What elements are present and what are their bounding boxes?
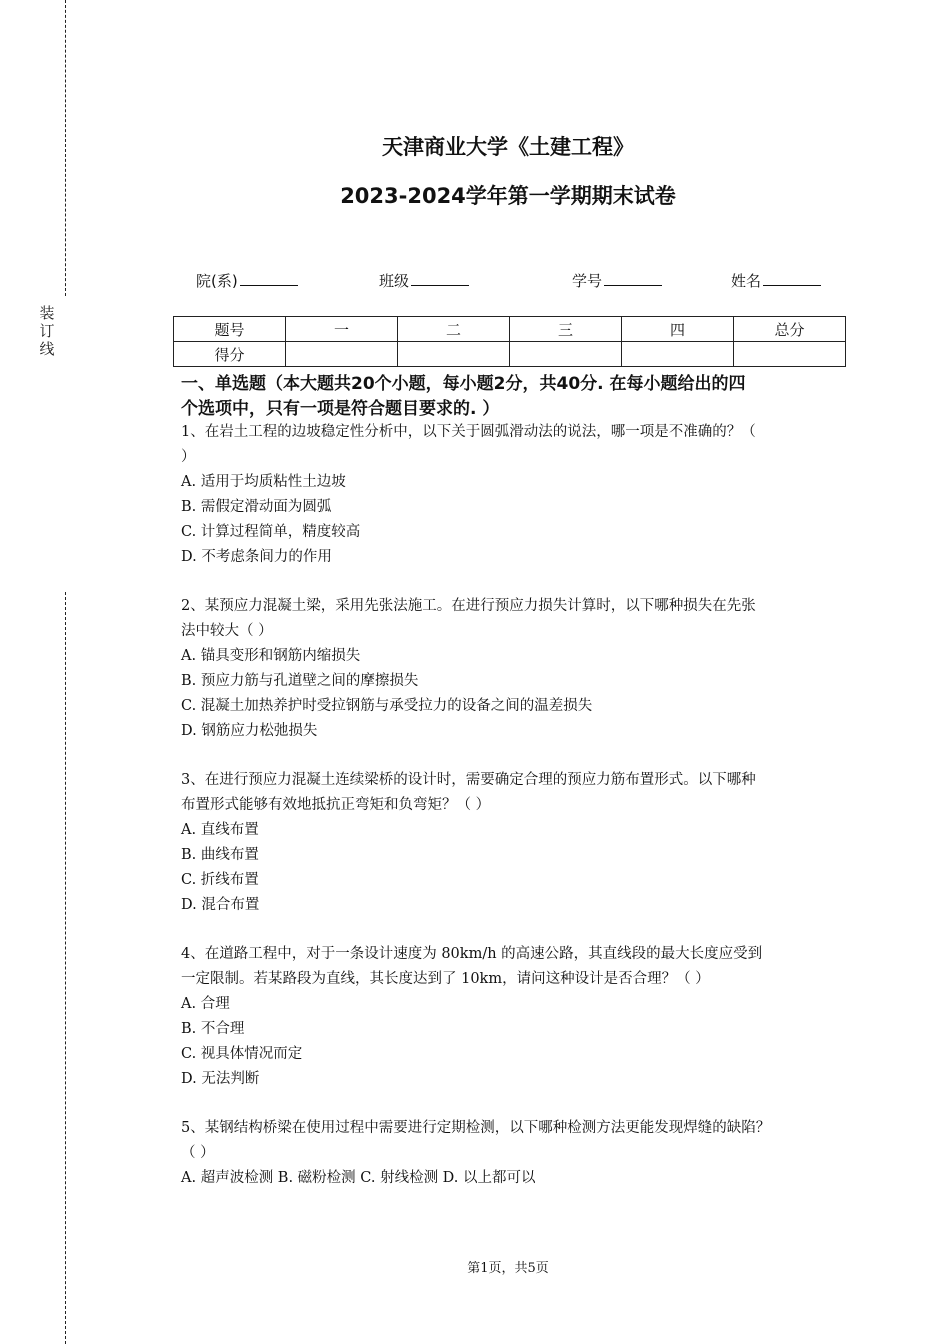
- question-stem-line: 4、在道路工程中，对于一条设计速度为 80km/h 的高速公路，其直线段的最大长度应受到: [181, 946, 763, 962]
- option-a[interactable]: A. 直线布置: [181, 822, 259, 838]
- college-label: 院(系): [196, 272, 238, 290]
- option-d[interactable]: D. 钢筋应力松弛损失: [181, 723, 318, 739]
- score-cell: 三: [510, 317, 622, 342]
- page-footer: 第1页，共5页: [467, 1261, 549, 1276]
- exam-title: 天津商业大学《土建工程》: [382, 135, 634, 159]
- score-cell: 一: [286, 317, 398, 342]
- score-cell[interactable]: [398, 342, 510, 367]
- class-label: 班级: [379, 272, 410, 290]
- binding-label: [38, 304, 56, 358]
- student-id-label: 学号: [572, 272, 603, 290]
- question-stem-line: 2、某预应力混凝土梁，采用先张法施工。在进行预应力损失计算时，以下哪种损失在先张: [181, 598, 756, 614]
- score-cell: 得分: [174, 342, 286, 367]
- score-cell[interactable]: [734, 342, 846, 367]
- option-d[interactable]: D. 不考虑条间力的作用: [181, 549, 332, 565]
- option-c[interactable]: C. 视具体情况而定: [181, 1046, 303, 1062]
- question-stem-line: 5、某钢结构桥梁在使用过程中需要进行定期检测，以下哪种检测方法更能发现焊缝的缺陷？: [181, 1120, 771, 1136]
- question-stem-line: 布置形式能够有效地抵抗正弯矩和负弯矩？（ ）: [181, 797, 491, 813]
- option-c[interactable]: C. 折线布置: [181, 872, 259, 888]
- college-field: [196, 270, 298, 291]
- student-id-field: [572, 270, 662, 291]
- binding-label-char: 线: [39, 340, 55, 358]
- score-table-score-row: [174, 342, 846, 367]
- question-stem-line: 1、在岩土工程的边坡稳定性分析中，以下关于圆弧滑动法的说法，哪一项是不准确的？（: [181, 424, 756, 440]
- binding-label-char: 订: [39, 322, 55, 340]
- name-label: 姓名: [731, 272, 762, 290]
- score-cell[interactable]: [286, 342, 398, 367]
- binding-label-char: 装: [39, 304, 55, 322]
- score-cell: 总分: [734, 317, 846, 342]
- college-blank[interactable]: [240, 271, 298, 286]
- question-2: [181, 594, 846, 744]
- question-5: [181, 1116, 846, 1191]
- score-table-header-row: [174, 317, 846, 342]
- option-b[interactable]: B. 预应力筋与孔道壁之间的摩擦损失: [181, 673, 419, 689]
- binding-line-bottom: [65, 592, 66, 1344]
- question-stem-line: ）: [181, 449, 196, 465]
- option-b[interactable]: B. 曲线布置: [181, 847, 259, 863]
- class-blank[interactable]: [411, 271, 469, 286]
- question-4: [181, 942, 846, 1092]
- score-cell[interactable]: [510, 342, 622, 367]
- score-cell: 四: [622, 317, 734, 342]
- option-b[interactable]: B. 不合理: [181, 1021, 245, 1037]
- exam-subtitle: 2023-2024学年第一学期期末试卷: [340, 184, 676, 208]
- score-table: [173, 316, 846, 367]
- option-d[interactable]: D. 无法判断: [181, 1071, 260, 1087]
- option-a[interactable]: A. 合理: [181, 996, 230, 1012]
- question-stem-line: （ ）: [181, 1145, 215, 1161]
- section-heading: [181, 372, 841, 422]
- section-heading-line: 个选项中，只有一项是符合题目要求的. ）: [181, 399, 500, 419]
- score-cell: 题号: [174, 317, 286, 342]
- option-c[interactable]: C. 混凝土加热养护时受拉钢筋与承受拉力的设备之间的温差损失: [181, 698, 593, 714]
- option-d[interactable]: D. 混合布置: [181, 897, 260, 913]
- option-a[interactable]: A. 锚具变形和钢筋内缩损失: [181, 648, 361, 664]
- option-c[interactable]: C. 计算过程简单，精度较高: [181, 524, 361, 540]
- option-b[interactable]: B. 需假定滑动面为圆弧: [181, 499, 332, 515]
- score-cell[interactable]: [622, 342, 734, 367]
- name-blank[interactable]: [763, 271, 821, 286]
- student-id-blank[interactable]: [604, 271, 662, 286]
- option-a[interactable]: A. 适用于均质粘性土边坡: [181, 474, 346, 490]
- section-heading-line: 一、单选题（本大题共20个小题，每小题2分，共40分. 在每小题给出的四: [181, 374, 746, 394]
- question-stem-line: 一定限制。若某路段为直线，其长度达到了 10km，请问这种设计是否合理？（ ）: [181, 971, 710, 987]
- options-inline[interactable]: A. 超声波检测 B. 磁粉检测 C. 射线检测 D. 以上都可以: [181, 1170, 536, 1186]
- question-stem-line: 法中较大（ ）: [181, 623, 273, 639]
- class-field: [379, 270, 469, 291]
- question-1: [181, 420, 846, 570]
- question-3: [181, 768, 846, 918]
- name-field: [731, 270, 821, 291]
- question-stem-line: 3、在进行预应力混凝土连续梁桥的设计时，需要确定合理的预应力筋布置形式。以下哪种: [181, 772, 756, 788]
- score-cell: 二: [398, 317, 510, 342]
